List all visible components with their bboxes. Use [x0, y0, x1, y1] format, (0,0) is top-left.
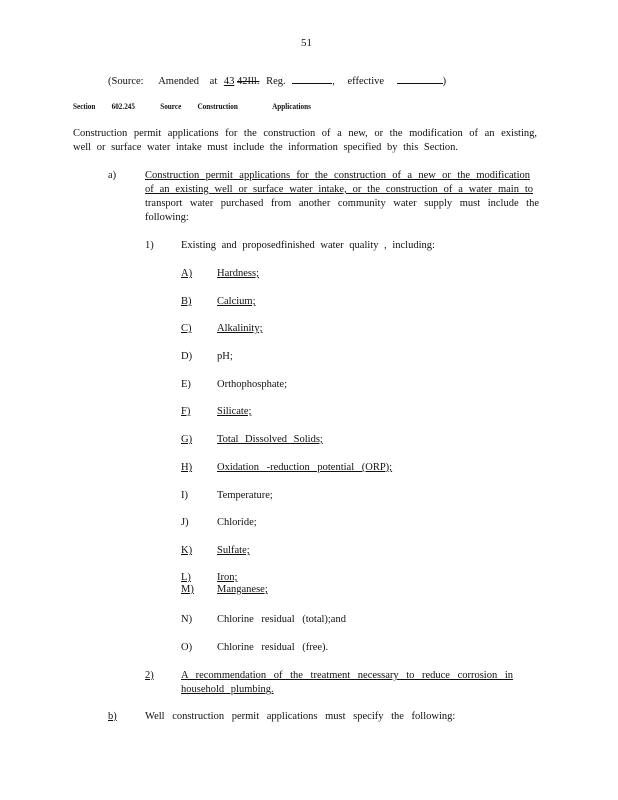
subsection-a-line-3: transport water purchased from another community water supply must include the [145, 198, 539, 209]
source-amended: Amended [158, 76, 200, 87]
intro-line-1: Construction permit applications for the construction of a new, or the modification of an existing, [73, 128, 537, 139]
item-2-label: 2) [145, 670, 154, 681]
source-volume-new: 43 [223, 76, 235, 87]
subsection-a-line-4: following: [145, 212, 189, 223]
item-1-label: 1) [145, 240, 154, 251]
item-h-label: H) [181, 462, 193, 473]
subsection-b-text: Well construction permit applications must specify the following: [145, 711, 456, 722]
item-h-text: Oxidation -reduction potential (ORP); [217, 462, 393, 473]
section-heading [73, 102, 311, 111]
item-m-label: M) [181, 584, 194, 595]
item-e-text: Orthophosphate; [217, 379, 287, 390]
heading-section: Section [73, 102, 96, 111]
item-2-line-1: A recommendation of the treatment necessary to reduce corrosion in [181, 670, 513, 681]
source-at: at [209, 76, 218, 87]
source-open: (Source: [108, 76, 144, 87]
source-note [108, 74, 446, 87]
heading-number: 602.245 [111, 102, 136, 111]
item-c-text: Alkalinity; [217, 323, 263, 334]
page-number: 51 [301, 37, 312, 49]
subsection-a-line-1: Construction permit applications for the construction of a new or the modification [145, 170, 530, 181]
effective-date-blank [397, 74, 443, 84]
item-f-text: Silicate; [217, 406, 252, 417]
item-g-text: Total Dissolved Solids; [217, 434, 323, 445]
item-a-text: Hardness; [217, 268, 259, 279]
source-volume-old: 42 [236, 76, 248, 87]
item-c-label: C) [181, 323, 192, 334]
item-2-line-2: household plumbing. [181, 684, 274, 695]
item-d-label: D) [181, 351, 193, 362]
item-j-text: Chloride; [217, 517, 257, 528]
subsection-a-label: a) [108, 170, 117, 181]
item-k-text: Sulfate; [217, 545, 250, 556]
item-i-text: Temperature; [217, 490, 273, 501]
register-blank [292, 74, 332, 84]
item-l-label: L) [181, 572, 191, 583]
item-m-text: Manganese; [217, 584, 268, 595]
subsection-b-label: b) [108, 711, 117, 722]
item-d-text: pH; [217, 351, 233, 362]
item-l-text: Iron; [217, 572, 238, 583]
item-n-text: Chlorine residual (total);and [217, 614, 346, 625]
item-1-text [181, 240, 435, 251]
heading-source: Source [160, 102, 182, 111]
item-i-label: I) [181, 490, 188, 501]
item-b-label: B) [181, 296, 192, 307]
item-j-label: J) [181, 517, 189, 528]
subsection-a-line-2: of an existing well or surface water intake, or the construction of a water main to [145, 184, 533, 195]
intro-line-2: well or surface water intake must include the information specified by this Section. [73, 142, 459, 153]
item-o-text: Chlorine residual (free). [217, 642, 329, 653]
heading-construction: Construction [197, 102, 238, 111]
item-e-label: E) [181, 379, 191, 390]
source-reg: Reg. [266, 76, 286, 87]
item-a-label: A) [181, 268, 193, 279]
heading-applications: Applications [272, 102, 311, 111]
item-g-label: G) [181, 434, 193, 445]
item-f-label: F) [181, 406, 191, 417]
item-k-label: K) [181, 545, 193, 556]
item-1-text-pre: Existing and proposed [181, 240, 281, 251]
source-close: ) [442, 76, 447, 87]
item-b-text: Calcium; [217, 296, 256, 307]
source-ill: Ill. [247, 76, 260, 87]
item-n-label: N) [181, 614, 193, 625]
source-comma: , [332, 76, 335, 87]
item-o-label: O) [181, 642, 193, 653]
item-1-text-post: finished water quality , including: [280, 240, 435, 251]
source-effective: effective [347, 76, 385, 87]
